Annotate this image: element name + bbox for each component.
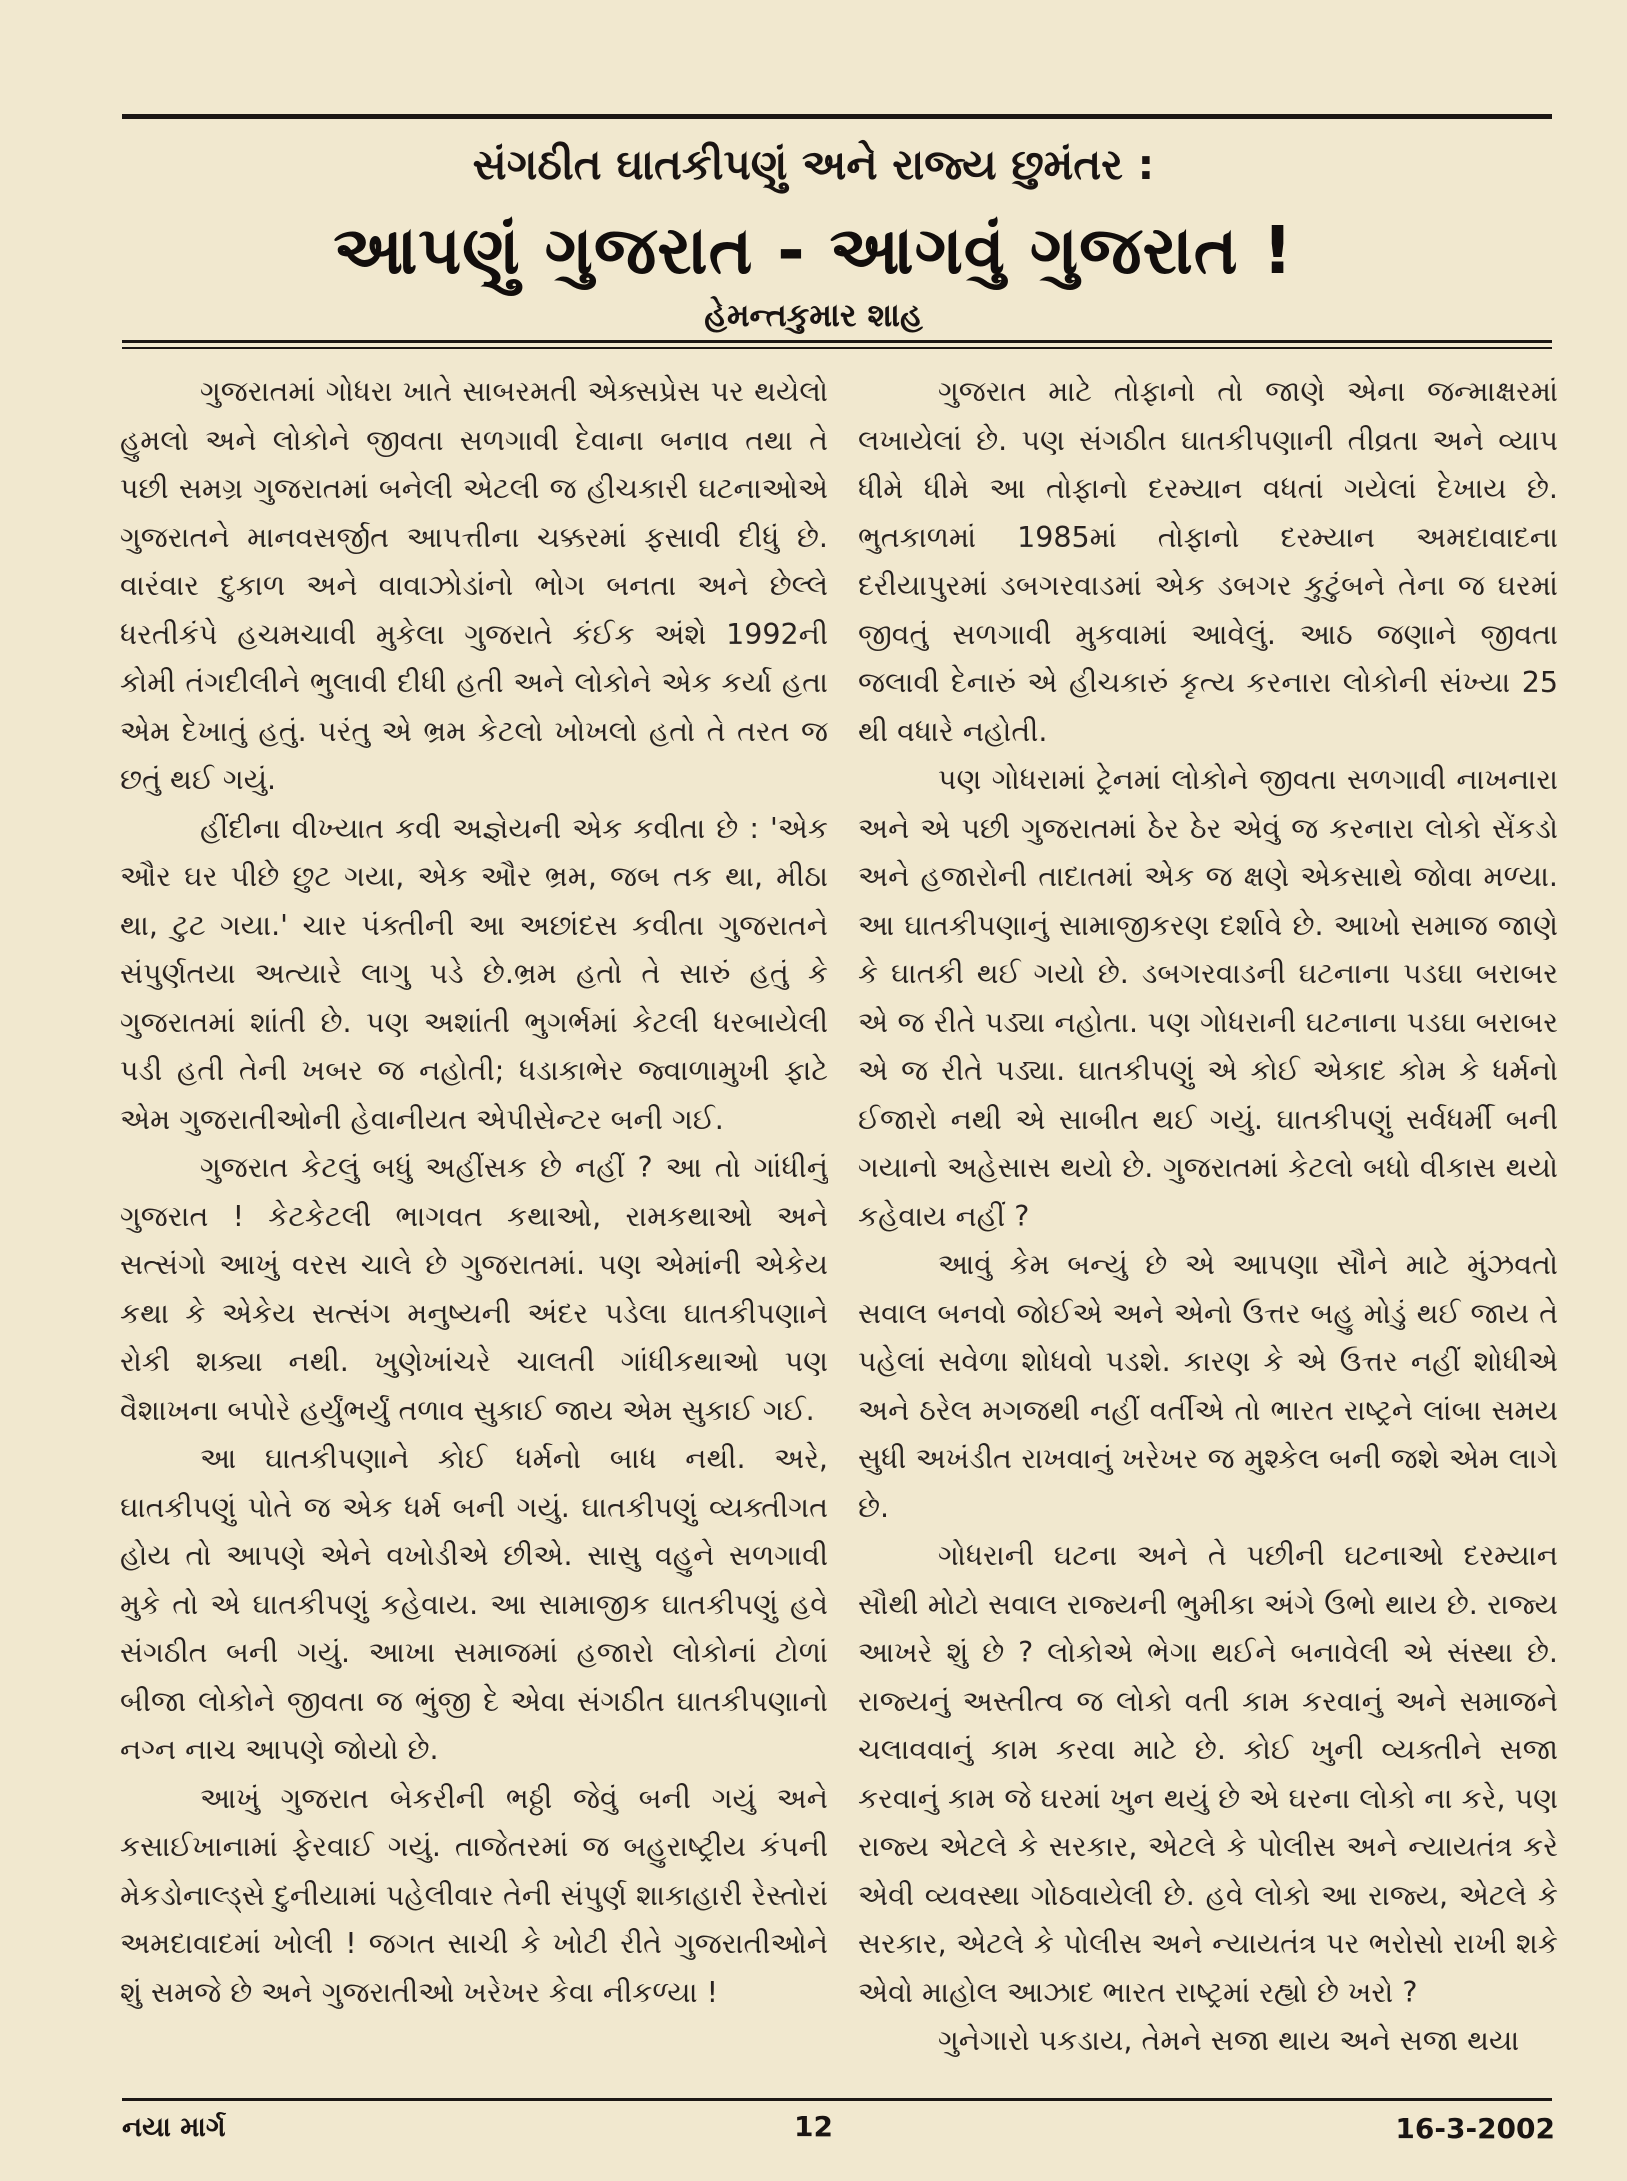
paragraph: ગુજરાતમાં ગોધરા ખાતે સાબરમતી એક્સપ્રેસ પર થયેલો હુમલો અને લોકોને જીવતા સળગાવી દેવાના બનાવ તથા તે પછી સમગ્ર ગુજરાતમાં બનેલી એટલી જ હીચકારી ઘટનાઓએ ગુજરાતને માનવસર્જીત આપત્તીના ચક્કરમાં ફસાવી દીધું છે. વારંવાર દુકાળ અને વાવાઝોડાંનો ભોગ બનતા અને છેલ્લે ધરતીકંપે હચમચાવી મુકેલા ગુજરાતે કંઈક અંશે 1992ની કોમી તંગદીલીને ભુલાવી દીધી હતી અને લોકોને એક કર્યા હતા એમ દેખાતું હતું. પરંતુ એ ભ્રમ કેટલો ખોખલો હતો તે તરત જ છતું થઈ ગયું. [120,375,828,796]
paragraph: પણ ગોધરામાં ટ્રેનમાં લોકોને જીવતા સળગાવી નાખનારા અને એ પછી ગુજરાતમાં ઠેર ઠેર એવું જ કરનારા લોકો સેંકડો અને હજારોની તાદાતમાં એક જ ક્ષણે એકસાથે જોવા મળ્યા. આ ઘાતકીપણાનું સામાજીકરણ દર્શાવે છે. આખો સમાજ જાણે કે ઘાતકી થઈ ગયો છે. ડબગરવાડની ઘટનાના પડઘા બરાબર એ જ રીતે પડ્યા નહોતા. પણ ગોધરાની ઘટનાના પડઘા બરાબર એ જ રીતે પડ્યા. ઘાતકીપણું એ કોઈ એકાદ કોમ કે ધર્મનો ઈજારો નથી એ સાબીત થઈ ગયું. ઘાતકીપણું સર્વધર્મી બની ગયાનો અહેસાસ થયો છે. ગુજરાતમાં કેટલો બધો વીકાસ થયો કહેવાય નહીં ? [858,763,1558,1233]
header-rule [122,340,1552,343]
article-kicker: સંગઠીત ઘાતકીપણું અને રાજ્ય છુમંતર : [472,140,1155,189]
right-column [858,368,1558,2093]
header-rule-thin [122,347,1552,349]
top-rule [122,114,1552,119]
paragraph: ગોધરાની ઘટના અને તે પછીની ઘટનાઓ દરમ્યાન સૌથી મોટો સવાલ રાજ્યની ભુમીકા અંગે ઉભો થાય છે. રાજ્ય આખરે શું છે ? લોકોએ ભેગા થઈને બનાવેલી એ સંસ્થા છે. રાજ્યનું અસ્તીત્વ જ લોકો વતી કામ કરવાનું અને સમાજને ચલાવવાનું કામ કરવા માટે છે. કોઈ ખુની વ્યક્તીને સજા કરવાનું કામ જે ઘરમાં ખુન થયું છે એ ઘરના લોકો ના કરે, પણ રાજ્ય એટલે કે સરકાર, એટલે કે પોલીસ અને ન્યાયતંત્ર કરે એવી વ્યવસ્થા ગોઠવાયેલી છે. હવે લોકો આ રાજ્ય, એટલે કે સરકાર, એટલે કે પોલીસ અને ન્યાયતંત્ર પર ભરોસો રાખી શકે એવો માહોલ આઝાદ ભારત રાષ્ટ્રમાં રહ્યો છે ખરો ? [858,1539,1558,2009]
issue-date: 16-3-2002 [1395,2112,1555,2145]
paragraph: હીંદીના વીખ્યાત કવી અજ્ઞેયની એક કવીતા છે : 'એક ઔર ઘર પીછે છુટ ગયા, એક ઔર ભ્રમ, જબ તક થા, મીઠા થા, ટુટ ગયા.' ચાર પંક્તીની આ અછાંદસ કવીતા ગુજરાતને સંપુર્ણતયા અત્યારે લાગુ પડે છે.ભ્રમ હતો તે સારું હતું કે ગુજરાતમાં શાંતી છે. પણ અશાંતી ભુગર્ભમાં કેટલી ધરબાયેલી પડી હતી તેની ખબર જ નહોતી; ધડાકાભેર જ્વાળામુખી ફાટે એમ ગુજરાતીઓની હેવાનીયત એપીસેન્ટર બની ગઈ. [120,811,828,1136]
article-title: આપણું ગુજરાત - આગવું ગુજરાત ! [333,212,1294,289]
paragraph: ગુજરાત માટે તોફાનો તો જાણે એના જન્માક્ષરમાં લખાયેલાં છે. પણ સંગઠીત ઘાતકીપણાની તીવ્રતા અને વ્યાપ ધીમે ધીમે આ તોફાનો દરમ્યાન વધતાં ગયેલાં દેખાય છે. ભુતકાળમાં 1985માં તોફાનો દરમ્યાન અમદાવાદના દરીયાપુરમાં ડબગરવાડમાં એક ડબગર કુટુંબને તેના જ ઘરમાં જીવતું સળગાવી મુકવામાં આવેલું. આઠ જણાને જીવતા જલાવી દેનારું એ હીચકારું કૃત્ય કરનારા લોકોની સંખ્યા 25 થી વધારે નહોતી. [858,375,1558,748]
paragraph: ગુનેગારો પકડાય, તેમને સજા થાય અને સજા થયા [938,2024,1520,2057]
article-author: હેમન્તકુમાર શાહ [704,296,923,334]
page-number: 12 [794,2110,833,2143]
paragraph: આવું કેમ બન્યું છે એ આપણા સૌને માટે મુંઝવતો સવાલ બનવો જોઈએ અને એનો ઉત્તર બહુ મોડું થઈ જાય તે પહેલાં સવેળા શોધવો પડશે. કારણ કે એ ઉત્તર નહીં શોધીએ અને ઠરેલ મગજથી નહીં વર્તીએ તો ભારત રાષ્ટ્રને લાંબા સમય સુધી અખંડીત રાખવાનું ખરેખર જ મુશ્કેલ બની જશે એમ લાગે છે. [858,1248,1558,1524]
paragraph: આ ઘાતકીપણાને કોઈ ધર્મનો બાધ નથી. અરે, ઘાતકીપણું પોતે જ એક ધર્મ બની ગયું. ઘાતકીપણું વ્યક્તીગત હોય તો આપણે એને વખોડીએ છીએ. સાસુ વહુને સળગાવી મુકે તો એ ઘાતકીપણું કહેવાય. આ સામાજીક ઘાતકીપણું હવે સંગઠીત બની ગયું. આખા સમાજમાં હજારો લોકોનાં ટોળાં બીજા લોકોને જીવતા જ ભુંજી દે એવા સંગઠીત ઘાતકીપણાનો નગ્ન નાચ આપણે જોયો છે. [120,1442,828,1766]
left-column [120,368,828,2093]
paragraph: ગુજરાત કેટલું બધું અહીંસક છે નહીં ? આ તો ગાંધીનું ગુજરાત ! કેટકેટલી ભાગવત કથાઓ, રામકથાઓ અને સત્સંગો આખું વરસ ચાલે છે ગુજરાતમાં. પણ એમાંની એકેય કથા કે એકેય સત્સંગ મનુષ્યની અંદર પડેલા ઘાતકીપણાને રોકી શક્યા નથી. ખુણેખાંચરે ચાલતી ગાંધીકથાઓ પણ વૈશાખના બપોરે હર્યુંભર્યું તળાવ સુકાઈ જાય એમ સુકાઈ ગઈ. [120,1151,828,1427]
publication-name: નયા માર્ગ [122,2112,226,2143]
footer-rule [122,2098,1552,2101]
paragraph: આખું ગુજરાત બેકરીની ભઠ્ઠી જેવું બની ગયું અને કસાઈખાનામાં ફેરવાઈ ગયું. તાજેતરમાં જ બહુરાષ્ટ્રીય કંપની મેકડોનાલ્ડ્સે દુનીયામાં પહેલીવાર તેની સંપુર્ણ શાકાહારી રેસ્તોરાં અમદાવાદમાં ખોલી ! જગત સાચી કે ખોટી રીતે ગુજરાતીઓને શું સમજે છે અને ગુજરાતીઓ ખરેખર કેવા નીકળ્યા ! [120,1781,828,2009]
